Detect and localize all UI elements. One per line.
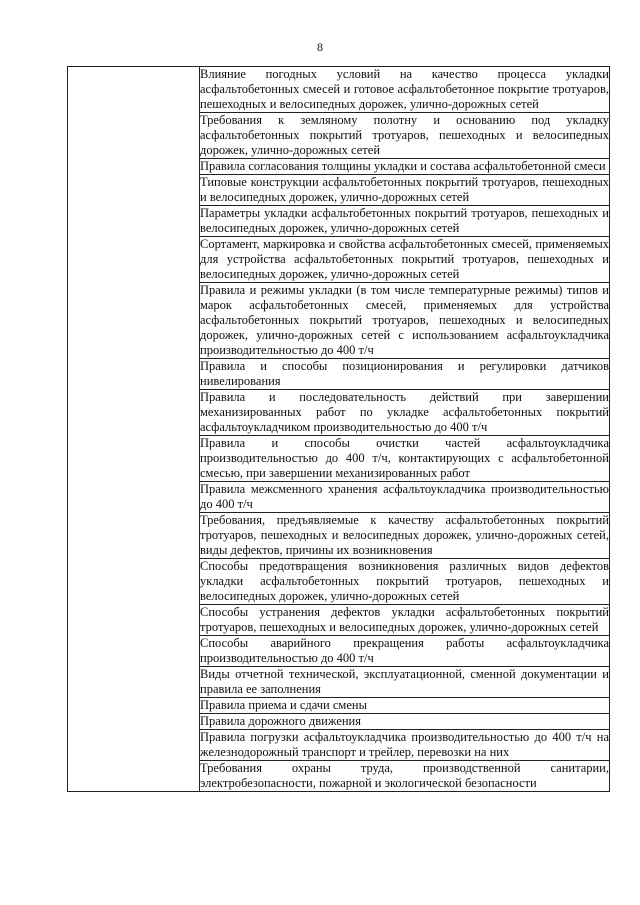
requirement-cell: Типовые конструкции асфальтобетонных покрытий тротуаров, пешеходных и велосипедных дорожек, улично-дорожных сетей	[200, 175, 609, 204]
requirement-cell: Правила согласования толщины укладки и состава асфальтобетонной смеси	[200, 159, 610, 175]
requirement-cell: Правила и режимы укладки (в том числе температурные режимы) типов и марок асфальтобетонных смесей, применяемых для устройства асфальтобетонных покрытий тротуаров, пешеходных и велосипедных дорожек, улично-дорожных сетей с использованием асфальтоукладчика производительностью до 400 т/ч	[200, 283, 609, 357]
requirement-cell: Виды отчетной технической, эксплуатационной, сменной документации и правила ее заполнения	[200, 667, 609, 696]
requirement-cell: Способы предотвращения возникновения различных видов дефектов укладки асфальтобетонных покрытий тротуаров, пешеходных и велосипедных дорожек, улично-дорожных сетей	[200, 559, 609, 603]
requirement-cell: Требования, предъявляемые к качеству асфальтобетонных покрытий тротуаров, пешеходных и велосипедных дорожек, улично-дорожных сетей, виды дефектов, причины их возникновения	[200, 513, 609, 557]
table-row	[68, 67, 610, 113]
requirement-cell: Правила приема и сдачи смены	[200, 698, 610, 714]
requirement-cell: Правила и последовательность действий при завершении механизированных работ по укладке асфальтобетонных покрытий асфальтоукладчиком производительностью до 400 т/ч	[200, 390, 609, 434]
requirement-cell: Способы устранения дефектов укладки асфальтобетонных покрытий тротуаров, пешеходных и велосипедных дорожек, улично-дорожных сетей	[200, 605, 609, 634]
requirement-cell: Правила дорожного движения	[200, 714, 610, 730]
requirement-cell: Сортамент, маркировка и свойства асфальтобетонных смесей, применяемых для устройства асфальтобетонных покрытий тротуаров, пешеходных и велосипедных дорожек, улично-дорожных сетей	[200, 237, 609, 281]
requirement-cell: Параметры укладки асфальтобетонных покрытий тротуаров, пешеходных и велосипедных дорожек, улично-дорожных сетей	[200, 206, 609, 235]
left-column-cell	[68, 67, 200, 792]
requirement-cell: Способы аварийного прекращения работы асфальтоукладчика производительностью до 400 т/ч	[200, 636, 609, 665]
requirement-cell: Требования охраны труда, производственной санитарии, электробезопасности, пожарной и экологической безопасности	[200, 761, 609, 790]
requirement-cell: Влияние погодных условий на качество процесса укладки асфальтобетонных смесей и готовое асфальтобетонное покрытие тротуаров, пешеходных и велосипедных дорожек, улично-дорожных сетей	[200, 67, 609, 111]
requirements-table	[67, 66, 610, 792]
requirement-cell: Требования к земляному полотну и основанию под укладку асфальтобетонных покрытий тротуаров, пешеходных и велосипедных дорожек, улично-дорожных сетей	[200, 113, 609, 157]
requirement-cell: Правила погрузки асфальтоукладчика производительностью до 400 т/ч на железнодорожный транспорт и трейлер, перевозки на них	[200, 730, 609, 759]
page-number: 8	[317, 40, 323, 54]
requirement-cell: Правила и способы очистки частей асфальтоукладчика производительностью до 400 т/ч, контактирующих с асфальтобетонной смесью, при завершении механизированных работ	[200, 436, 609, 480]
requirement-cell: Правила и способы позиционирования и регулировки датчиков нивелирования	[200, 359, 609, 388]
requirement-cell: Правила межсменного хранения асфальтоукладчика производительностью до 400 т/ч	[200, 482, 609, 511]
